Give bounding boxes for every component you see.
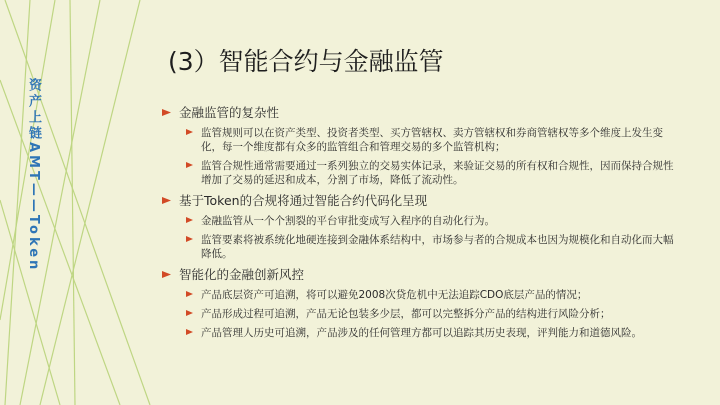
bullet-item	[160, 104, 680, 121]
sub-bullet-text: 产品形成过程可追溯，产品无论包装多少层，都可以完整拆分产品的结构进行风险分析；	[201, 308, 611, 320]
bullet-text: 金融监管的复杂性	[179, 105, 280, 120]
slide-title: (3）智能合约与金融监管	[168, 47, 444, 76]
sub-bullet-text: 监管规则可以在资产类型、投资者类型、买方管辖权、卖方管辖权和券商管辖权等多个维度上发生变化，每一个维度都有众多的监管组合和管理交易的多个监管机构；	[201, 127, 663, 153]
sub-bullet-text: 产品底层资产可追溯，将可以避免2008次贷危机中无法追踪CDO底层产品的情况；	[201, 289, 588, 301]
decorative-lines	[0, 0, 160, 405]
sub-bullet-item	[160, 307, 680, 321]
sub-bullet-item	[160, 214, 680, 228]
arrow-bullet-icon	[186, 291, 193, 297]
sub-bullet-item	[160, 126, 680, 154]
arrow-bullet-icon	[186, 162, 193, 168]
arrow-bullet-icon	[162, 109, 171, 116]
sub-bullet-item	[160, 326, 680, 340]
arrow-bullet-icon	[186, 310, 193, 316]
arrow-bullet-icon	[186, 217, 193, 223]
sub-bullet-text: 产品管理人历史可追溯，产品涉及的任何管理方都可以追踪其历史表现，评判能力和道德风险。	[201, 327, 642, 339]
side-title: 资产上链AMT——Token	[26, 78, 41, 273]
arrow-bullet-icon	[186, 129, 193, 135]
arrow-bullet-icon	[162, 197, 171, 204]
sub-bullet-item	[160, 159, 680, 187]
bullet-text: 基于Token的合规将通过智能合约代码化呈现	[179, 193, 428, 208]
bullet-item	[160, 266, 680, 283]
bullet-list	[160, 104, 680, 345]
arrow-bullet-icon	[186, 236, 193, 242]
sub-bullet-text: 监管合规性通常需要通过一系列独立的交易实体记录，来验证交易的所有权和合规性，因而保持合规性增加了交易的延迟和成本，分割了市场，降低了流动性。	[201, 160, 674, 186]
sub-bullet-text: 监管要素将被系统化地硬连接到金融体系结构中，市场参与者的合规成本也因为规模化和自动化而大幅降低。	[201, 234, 674, 260]
sub-bullet-item	[160, 288, 680, 302]
bullet-item	[160, 192, 680, 209]
sub-bullet-text: 金融监管从一个个割裂的平台审批变成写入程序的自动化行为。	[201, 215, 495, 227]
sub-bullet-item	[160, 233, 680, 261]
bullet-text: 智能化的金融创新风控	[179, 267, 305, 282]
arrow-bullet-icon	[186, 329, 193, 335]
arrow-bullet-icon	[162, 271, 171, 278]
